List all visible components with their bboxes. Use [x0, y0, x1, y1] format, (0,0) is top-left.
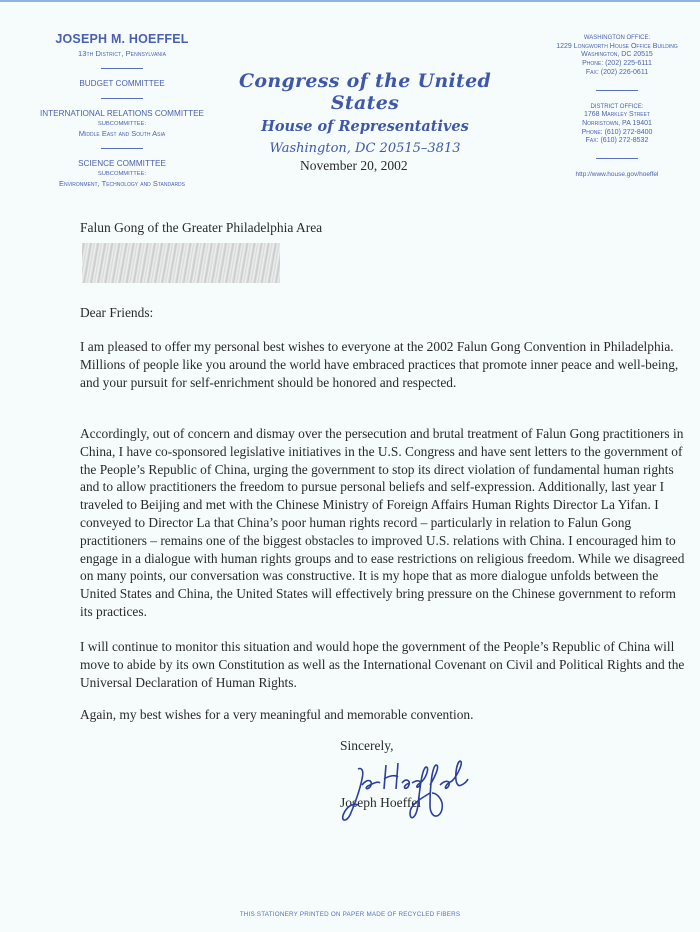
- committee-science: SCIENCE COMMITTEE: [78, 159, 166, 168]
- top-border: [0, 0, 700, 2]
- district-office-phone: Phone: (610) 272-8400: [581, 128, 653, 136]
- divider: [101, 98, 143, 99]
- member-name: JOSEPH M. HOEFFEL: [55, 32, 189, 46]
- paragraph: I will continue to monitor this situation and would hope the government of the People’s Republic of China will move to abide by its own Constitution as well as the International Covenant on Civil and Political Rights and the Universal Declaration of Human Rights.: [80, 639, 685, 690]
- redacted-address: [82, 243, 280, 283]
- recycled-paper-note: THIS STATIONERY PRINTED ON PAPER MADE OF RECYCLED FIBERS: [239, 911, 461, 918]
- committee-budget: BUDGET COMMITTEE: [79, 79, 165, 88]
- divider: [596, 158, 638, 159]
- title-congress: Congress of the United States: [238, 70, 492, 114]
- signer-name: Joseph Hoeffel: [340, 795, 422, 810]
- paragraph: Again, my best wishes for a very meaningful and memorable convention.: [80, 707, 474, 722]
- letter-date: November 20, 2002: [300, 158, 408, 173]
- subcommittee-label: SUBCOMMITTEE:: [97, 121, 147, 127]
- website-link[interactable]: http://www.house.gov/hoeffel: [575, 171, 659, 179]
- title-address: Washington, DC 20515–3813: [269, 141, 461, 156]
- committee-column: [22, 32, 222, 188]
- district-office-fax: Fax: (610) 272-8532: [585, 137, 649, 145]
- letterhead-title: [220, 70, 510, 156]
- washington-office-address1: 1229 Longworth House Office Building: [556, 42, 678, 50]
- divider: [101, 68, 143, 69]
- district: 13th District, Pennsylvania: [77, 49, 167, 58]
- subcommittee-name: Environment, Technology and Standards: [58, 179, 186, 188]
- recipient: Falun Gong of the Greater Philadelphia Area: [80, 220, 323, 235]
- divider: [596, 90, 638, 91]
- divider: [101, 148, 143, 149]
- closing: Sincerely,: [340, 738, 394, 753]
- title-house: House of Representatives: [261, 118, 469, 135]
- washington-office-address2: Washington, DC 20515: [581, 51, 653, 59]
- district-office-address1: 1768 Markley Street: [583, 111, 651, 119]
- district-office-label: DISTRICT OFFICE:: [590, 103, 644, 110]
- subcommittee-name: Middle East and South Asia: [78, 129, 166, 138]
- handwritten-signature: [340, 757, 470, 827]
- washington-office-phone: Phone: (202) 225-6111: [582, 60, 652, 68]
- washington-office-fax: Fax: (202) 226-0611: [585, 68, 649, 76]
- paragraph: Accordingly, out of concern and dismay over the persecution and brutal treatment of Falun Gong practitioners in China, I have co-sponsored legislative initiatives in the U.S. Congress and have sent letters to the government of the People’s Republic of China, urging the government to stop its direct violation of fundamental human rights and to allow practitioners the freedom to pursue personal beliefs and self-expression. Additionally, last year I traveled to Beijing and met with the Chinese Ministry of Foreign Affairs Human Rights Director La Yifan. I conveyed to Director La that China’s poor human rights record – particularly in relation to Falun Gong practitioners – remains one of the biggest obstacles to improved U.S. relations with China. I encouraged him to engage in a dialogue with human rights groups and to ease restrictions on religious freedom. While we disagreed on many points, our conversation was constructive. It is my hope that as more dialogue unfolds between the United States and China, the United States will effectively bring pressure on the Chinese government to reform its practices.: [80, 426, 685, 619]
- washington-office-label: WASHINGTON OFFICE:: [583, 35, 651, 41]
- greeting: Dear Friends:: [80, 305, 154, 320]
- committee-international-relations: INTERNATIONAL RELATIONS COMMITTEE: [39, 109, 205, 118]
- office-column: [532, 34, 700, 180]
- district-office-address2: Norristown, PA 19401: [582, 119, 652, 127]
- paragraph: I am pleased to offer my personal best wishes to everyone at the 2002 Falun Gong Convention in Philadelphia. Millions of people like you around the world have embraced practices that promote inner peace and well-being, and your pursuit for self-enrichment should be honored and respected.: [80, 339, 679, 390]
- subcommittee-label: SUBCOMMITTEE:: [97, 171, 147, 177]
